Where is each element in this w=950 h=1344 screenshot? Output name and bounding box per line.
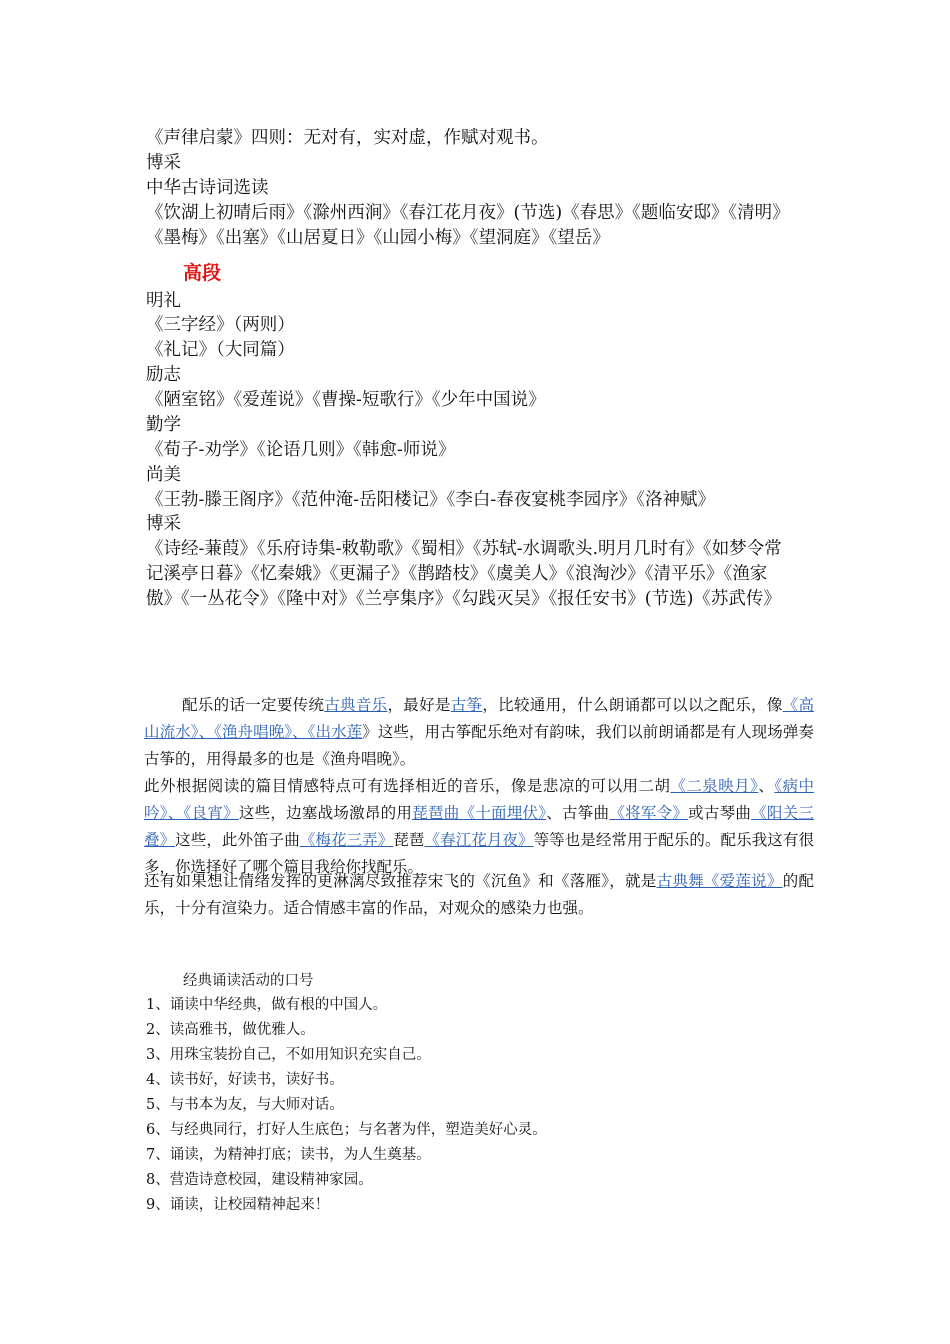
link-jiangjun-ling[interactable]: 《将军令》 bbox=[609, 804, 689, 822]
poems-label: 中华古诗词选读 bbox=[146, 178, 269, 198]
link-bingzhong-yin[interactable]: 《病中吟》 bbox=[144, 777, 814, 822]
bocai-label: 博采 bbox=[146, 153, 181, 173]
slogan-item: 1、诵读中华经典，做有根的中国人。 bbox=[146, 997, 388, 1013]
bocai-high-label: 博采 bbox=[146, 514, 181, 534]
slogan-item: 8、营造诗意校园，建设精神家园。 bbox=[146, 1172, 373, 1188]
shangmei-label: 尚美 bbox=[146, 465, 181, 485]
link-yuzhou-changwan[interactable]: 《渔舟唱晚》 bbox=[214, 723, 293, 741]
slogan-item: 9、诵读，让校园精神起来！ bbox=[146, 1197, 330, 1213]
qinxue-item-1: 《荀子-劝学》《论语几则》《韩愈-师说》 bbox=[146, 440, 456, 460]
poems-line-2: 《墨梅》《出塞》《山居夏日》《山园小梅》《望洞庭》《望岳》 bbox=[146, 228, 610, 248]
bocai-high-line-2: 记溪亭日暮》《忆秦娥》《更漏子》《鹊踏枝》《虞美人》《浪淘沙》《清平乐》《渔家 bbox=[146, 564, 768, 584]
link-classical-music[interactable]: 古典音乐 bbox=[324, 696, 388, 714]
mingli-label: 明礼 bbox=[146, 291, 181, 311]
slogan-item: 2、读高雅书，做优雅人。 bbox=[146, 1022, 315, 1038]
link-guzheng[interactable]: 古筝 bbox=[450, 696, 483, 714]
slogan-item: 6、与经典同行，打好人生底色；与名著为伴，塑造美好心灵。 bbox=[146, 1122, 547, 1138]
link-erquan-yingyue[interactable]: 《二泉映月》 bbox=[670, 777, 759, 795]
bocai-high-line-3: 傲》《一丛花令》《隆中对》《兰亭集序》《勾践灭吴》《报任安书》(节选)《苏武传》 bbox=[146, 589, 781, 609]
link-chushui-lian[interactable]: 《出水莲 bbox=[307, 723, 363, 741]
slogan-item: 4、读书好，好读书，读好书。 bbox=[146, 1072, 344, 1088]
slogans-title: 经典诵读活动的口号 bbox=[183, 973, 314, 989]
section-heading-high: 高段 bbox=[183, 262, 222, 284]
shangmei-item-1: 《王勃-滕王阁序》《范仲淹-岳阳楼记》《李白-春夜宴桃李园序》《洛神赋》 bbox=[146, 490, 715, 510]
link-yangguan-sandie[interactable]: 《阳关三叠》 bbox=[144, 804, 814, 849]
slogan-item: 3、用珠宝装扮自己，不如用知识充实自己。 bbox=[146, 1047, 431, 1063]
lizhi-item-1: 《陋室铭》《爱莲说》《曹操-短歌行》《少年中国说》 bbox=[146, 390, 546, 410]
link-ailian-shuo-dance[interactable]: 古典舞《爱莲说》 bbox=[656, 872, 783, 890]
qinxue-label: 勤学 bbox=[146, 415, 181, 435]
music-paragraph-3: 还有如果想让情绪发挥的更淋漓尽致推荐宋飞的《沉鱼》和《落雁》，就是古典舞《爱莲说》的配乐，十分有渲染力。适合情感丰富的作品，对观众的感染力也强。 bbox=[144, 872, 814, 917]
mingli-item-1: 《三字经》（两则） bbox=[146, 315, 295, 335]
link-gaoshan-liushui[interactable]: 《高山流水》 bbox=[144, 696, 814, 741]
link-chunjiang-huayueye[interactable]: 《春江花月夜》 bbox=[424, 831, 534, 849]
link-meihua-sannong[interactable]: 《梅花三弄》 bbox=[299, 831, 394, 849]
mingli-item-2: 《礼记》（大同篇） bbox=[146, 340, 295, 360]
poems-line-1: 《饮湖上初晴后雨》《滁州西涧》《春江花月夜》(节选)《春思》《题临安邸》《清明》 bbox=[146, 203, 790, 223]
lizhi-label: 励志 bbox=[146, 365, 181, 385]
slogan-item: 7、诵读，为精神打底；读书，为人生奠基。 bbox=[146, 1147, 431, 1163]
bocai-high-line-1: 《诗经-蒹葭》《乐府诗集-敕勒歌》《蜀相》《苏轼-水调歌头.明月几时有》《如梦令常 bbox=[146, 539, 782, 559]
music-paragraph-1: 配乐的话一定要传统古典音乐，最好是古筝，比较通用，什么朗诵都可以以之配乐，像《高山流水》、《渔舟唱晚》、《出水莲》这些，用古筝配乐绝对有韵味，我们以前朗诵都是有人现场弹奏古筝的，用得最多的也是《渔舟唱晚》。 bbox=[144, 696, 814, 768]
music-paragraph-2: 此外根据阅读的篇目情感特点可有选择相近的音乐，像是悲凉的可以用二胡《二泉映月》、《病中吟》、《良宵》这些，边塞战场激昂的用琵琶曲《十面埋伏》、古筝曲《将军令》或古琴曲《阳关三叠》这些，此外笛子曲《梅花三弄》琵琶《春江花月夜》等等也是经常用于配乐的。配乐我这有很多，你选择好了哪个篇目我给你找配乐。 bbox=[144, 777, 814, 876]
link-liangxiao[interactable]: 《良宵》 bbox=[183, 804, 239, 822]
link-shimian-maifu[interactable]: 琵琶曲《十面埋伏》 bbox=[412, 804, 547, 822]
shenglv-line: 《声律启蒙》四则：无对有，实对虚，作赋对观书。 bbox=[146, 128, 549, 148]
slogan-item: 5、与书本为友，与大师对话。 bbox=[146, 1097, 344, 1113]
